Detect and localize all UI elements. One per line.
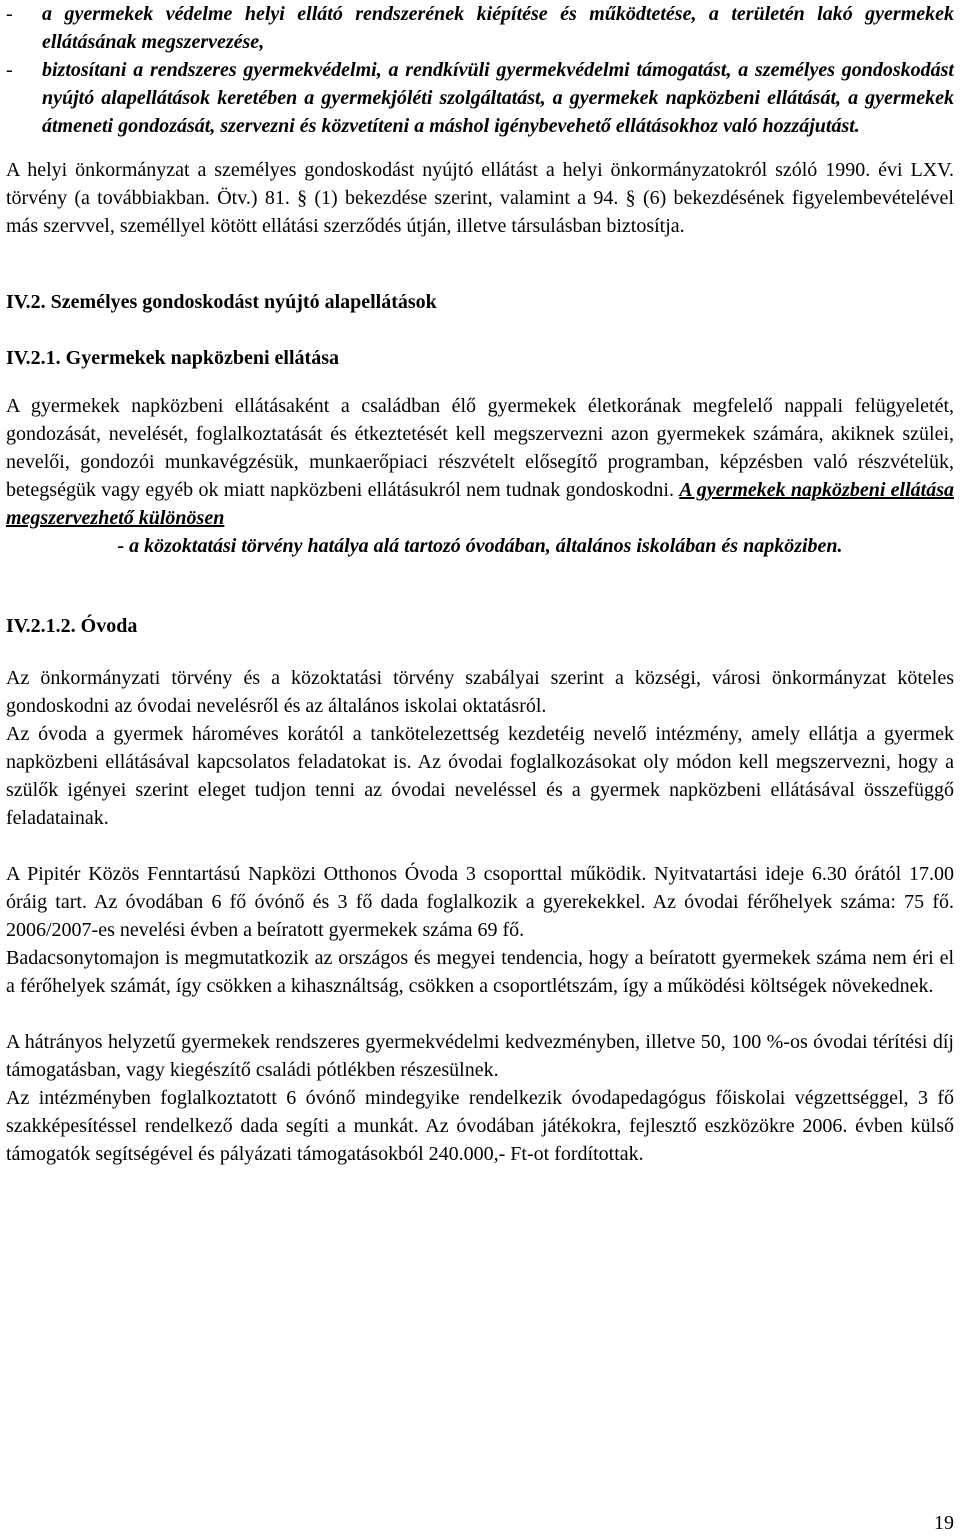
section-heading-iv212: IV.2.1.2. Óvoda xyxy=(6,615,138,637)
bullet-text: a gyermekek védelme helyi ellátó rendszerének kiépítése és működtetése, a területén lakó gyermekek ellátásának megszervezése, xyxy=(42,3,954,53)
bullet-dash: - xyxy=(6,3,13,25)
bullet-item xyxy=(6,0,954,56)
bullet-text: biztosítani a rendszeres gyermekvédelmi, a rendkívüli gyermekvédelmi támogatást, a személyes gondoskodást nyújtó alapellátások keretében a gyermekjóléti szolgáltatást, a gyermekek napközbeni ellátását, a gyermekek átmeneti gondozását, szervezni és közvetíteni a máshol igénybevehető ellátásokhoz való hozzájutást. xyxy=(42,59,954,137)
bullet-dash: - xyxy=(6,59,13,81)
bullet-item xyxy=(6,56,954,140)
page-number: 19 xyxy=(934,1512,954,1534)
paragraph-napkozbeni-text: A gyermekek napközbeni ellátásaként a családban élő gyermekek életkorának megfelelő nappali felügyeletét, gondozását, nevelését, foglalkoztatását és étkeztetését kell megszervezni azon gyermekek számára, akiknek szülei, nevelői, gondozói munkavégzésük, munkaerőpiaci részvételt elősegítő programban, képzésben való részvételük, betegségük vagy egyéb ok miatt napközbeni ellátásukról nem tudnak gondoskodni. xyxy=(6,395,954,501)
section-heading-iv2: IV.2. Személyes gondoskodást nyújtó alapellátások xyxy=(6,291,437,313)
page-content xyxy=(6,0,954,1168)
paragraph-kozoktatasi-line: - a közoktatási törvény hatálya alá tartozó óvodában, általános iskolában és napköziben. xyxy=(117,535,843,557)
paragraph-napkozbeni-emphasis: A gyermekek napközbeni ellátása megszervezhető különösen xyxy=(6,479,954,529)
paragraph-intezmeny: Az intézményben foglalkoztatott 6 óvónő mindegyike rendelkezik óvodapedagógus főiskolai végzettséggel, 3 fő szakképesítéssel rendelkező dada segíti a munkát. Az óvodában játékokra, fejlesztő eszközökre 2006. évben külső támogatók segítségével és pályázati támogatásokból 240.000,- Ft-ot fordítottak. xyxy=(6,1087,954,1165)
paragraph-ovoda-1: Az önkormányzati törvény és a közoktatási törvény szabályai szerint a községi, városi önkormányzat köteles gondoskodni az óvodai nevelésről és az általános iskolai oktatásról. xyxy=(6,667,954,717)
paragraph-ovoda-2: Az óvoda a gyermek hároméves korától a tankötelezettség kezdetéig nevelő intézmény, amely ellátja a gyermek napközbeni ellátásával kapcsolatos feladatokat is. Az óvodai foglalkozásokat oly módon kell megszervezni, hogy a szülők igényei szerint eleget tudjon tenni az óvodai neveléssel és a gyermek napközbeni ellátásával összefüggő feladatainak. xyxy=(6,723,954,829)
paragraph-hatranyos-helyzetu: A hátrányos helyzetű gyermekek rendszeres gyermekvédelmi kedvezményben, illetve 50, 100 %-os óvodai térítési díj támogatásban, vagy kiegészítő családi pótlékben részesülnek. xyxy=(6,1031,954,1081)
paragraph-helyi-onkormanyzat: A helyi önkormányzat a személyes gondoskodást nyújtó ellátást a helyi önkormányzatokról szóló 1990. évi LXV. törvény (a továbbiakban. Ötv.) 81. § (1) bekezdése szerint, valamint a 94. § (6) bekezdésének figyelembevételével más szervvel, személlyel kötött ellátási szerződés útján, illetve társulásban biztosítja. xyxy=(6,159,954,237)
paragraph-napkozbeni-ellatas xyxy=(6,392,954,532)
section-heading-iv21: IV.2.1. Gyermekek napközbeni ellátása xyxy=(6,347,339,369)
paragraph-pipiter: A Pipitér Közös Fenntartású Napközi Otthonos Óvoda 3 csoporttal működik. Nyitvatartási ideje 6.30 órától 17.00 óráig tart. Az óvodában 6 fő óvónő és 3 fő dada foglalkozik a gyerekekkel. Az óvodai férőhelyek száma: 75 fő. 2006/2007-es nevelési évben a beíratott gyermekek száma 69 fő. xyxy=(6,863,954,941)
paragraph-badacsonytomaj: Badacsonytomajon is megmutatkozik az országos és megyei tendencia, hogy a beíratott gyermekek száma nem éri el a férőhelyek számát, így csökken a kihasználtság, csökken a csoportlétszám, így a működési költségek növekednek. xyxy=(6,947,954,997)
